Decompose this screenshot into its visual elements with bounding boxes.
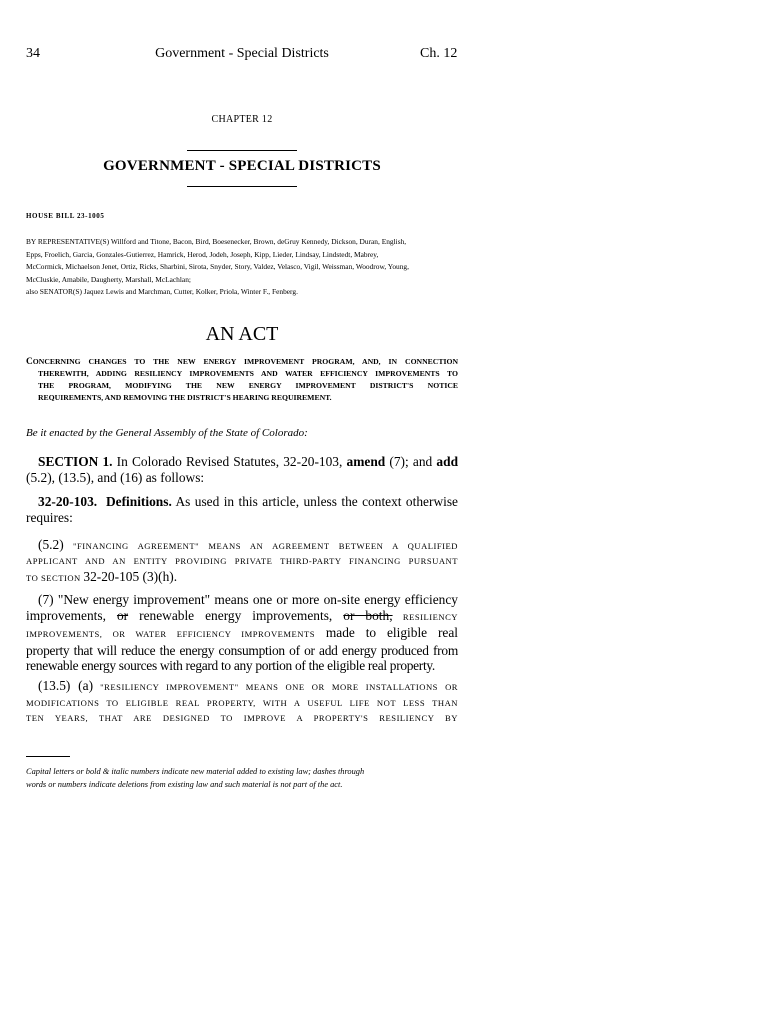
concerning-text: ONCERNING CHANGES TO THE NEW ENERGY IMPROVEMENT PROGRAM, AND, IN CONNECTION [32, 357, 458, 366]
section-label: SECTION 1. [38, 454, 113, 469]
sponsor-line: McCluskie, Amabile, Daugherty, Marshall, McLachlan; [26, 274, 191, 284]
paragraph-7 [26, 592, 458, 674]
new-material-text: TO SECTION [26, 573, 84, 583]
chapter-label: CHAPTER 12 [211, 114, 273, 125]
paragraph-number: (5.2) [38, 537, 64, 552]
sponsor-line: Epps, Froelich, Garcia, Gonzales-Gutierrez, Hamrick, Herod, Jodeh, Joseph, Kipp, Lieder, Lindsay, Lindstedt, Mabrey, [26, 249, 379, 259]
paragraph-number: (13.5) (a) [38, 678, 94, 693]
section-1-line: (5.2), (13.5), and (16) as follows: [26, 470, 205, 485]
new-material-text: RESILIENCY [392, 611, 459, 622]
paragraph-line: (7) "New energy improvement" means one or more on-site energy efficiency [38, 592, 458, 607]
text: improvements, [26, 607, 117, 623]
paragraph-line [26, 537, 458, 554]
paragraph-line [26, 678, 458, 696]
paragraph-line: MODIFICATIONS TO ELIGIBLE REAL PROPERTY, WITH A USEFUL LIFE NOT LESS THAN [26, 697, 458, 708]
sponsor-line: BY REPRESENTATIVE(S) Willford and Titone, Bacon, Bird, Boesenecker, Brown, deGruy Kennedy, Dickson, Duran, English, [26, 237, 407, 246]
new-material-text: IMPROVEMENTS, OR WATER EFFICIENCY IMPROVEMENTS [26, 629, 316, 639]
footnote-line: words or numbers indicate deletions from existing law and such material is not part of the act. [26, 779, 343, 789]
paragraph-line [26, 608, 458, 626]
add-keyword: add [436, 454, 459, 469]
deleted-text: or [116, 607, 129, 623]
definitions-heading: Definitions. [105, 494, 172, 509]
footnote-line: Capital letters or bold & italic numbers indicate new material added to existing law; dashes through [26, 767, 365, 776]
enacting-clause: Be it enacted by the General Assembly of the State of Colorado: [26, 427, 308, 439]
running-title: Government - Special Districts [155, 46, 329, 61]
definitions-line: requires: [26, 510, 73, 525]
text: In Colorado Revised Statutes, 32-20-103, [112, 454, 347, 469]
act-heading: AN ACT [205, 323, 279, 345]
concerning-line: REQUIREMENTS, AND REMOVING THE DISTRICT'S HEARING REQUIREMENT. [38, 393, 332, 403]
statute-number: 32-20-103. [38, 494, 98, 509]
document-title: GOVERNMENT - SPECIAL DISTRICTS [103, 158, 381, 174]
paragraph-line: APPLICANT AND AN ENTITY PROVIDING PRIVATE THIRD-PARTY FINANCING PURSUANT [26, 556, 458, 566]
chapter-reference: Ch. 12 [420, 46, 458, 61]
page-number: 34 [26, 46, 40, 61]
text: As used in this article, unless the context otherwise [171, 494, 458, 509]
bill-number: HOUSE BILL 23-1005 [26, 212, 105, 220]
sponsor-line: McCormick, Michaelson Jenet, Ortiz, Ricks, Sharbini, Sirota, Snyder, Story, Valdez, Velasco, Vigil, Weissman, Woodrow, Young, [26, 262, 409, 272]
text: (7); and [385, 454, 437, 469]
sponsor-list [26, 236, 466, 299]
act-title-concerning [26, 356, 458, 404]
amend-keyword: amend [346, 454, 386, 469]
section-1-paragraph [26, 454, 458, 486]
definitions-line [26, 494, 458, 510]
definitions-paragraph [26, 494, 458, 526]
text: renewable energy improvements, [128, 607, 344, 623]
paragraph-13-5 [26, 678, 458, 727]
new-material-text: "RESILIENCY IMPROVEMENT" MEANS ONE OR MORE INSTALLATIONS OR [93, 682, 459, 692]
new-material-text: "FINANCING AGREEMENT" MEANS AN AGREEMENT BETWEEN A QUALIFIED [63, 541, 458, 551]
sponsor-line: also SENATOR(S) Jaquez Lewis and Marchman, Cutter, Kolker, Priola, Winter F., Fenberg. [26, 287, 298, 297]
deleted-text: or both, [343, 607, 393, 623]
concerning-line: THE PROGRAM, MODIFYING THE NEW ENERGY IMPROVEMENT DISTRICT'S NOTICE [38, 381, 458, 391]
section-reference: 32-20-105 (3)(h). [83, 569, 178, 584]
text: made to eligible real [315, 625, 459, 640]
section-1-line [26, 454, 458, 470]
title-rule-bottom [187, 186, 297, 187]
paragraph-line: TEN YEARS, THAT ARE DESIGNED TO IMPROVE A PROPERTY'S RESILIENCY BY [26, 713, 458, 723]
paragraph-5-2 [26, 537, 458, 586]
paragraph-line [26, 625, 458, 643]
footnote-rule [26, 756, 70, 757]
drop-letter: C [26, 357, 33, 367]
title-rule-top [187, 150, 297, 151]
footnote [26, 766, 466, 791]
paragraph-line [26, 569, 458, 586]
concerning-line: THEREWITH, ADDING RESILIENCY IMPROVEMENTS AND WATER EFFICIENCY IMPROVEMENTS TO [38, 369, 458, 379]
paragraph-line: property that will reduce the energy consumption of or add energy produced from [26, 642, 458, 658]
concerning-line [26, 356, 458, 368]
paragraph-line: renewable energy sources with regard to any portion of the eligible real property. [26, 658, 435, 673]
